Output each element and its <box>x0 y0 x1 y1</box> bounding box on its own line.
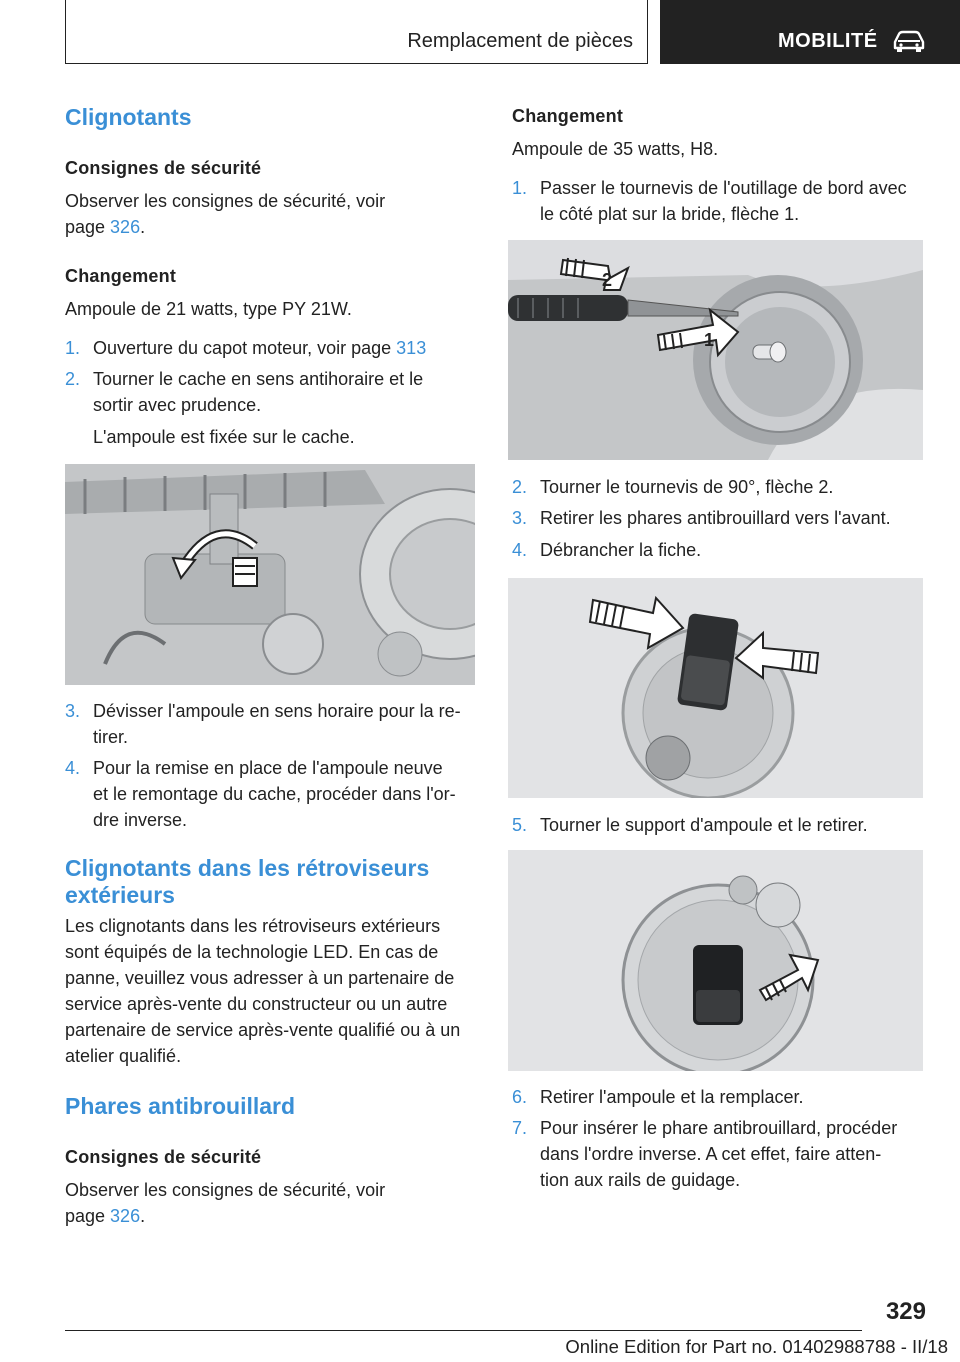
page-link-326[interactable]: 326 <box>110 217 141 237</box>
fog-change-text: Ampoule de 35 watts, H8. <box>512 139 719 159</box>
mirrors-title: Clignotants dans les rétroviseurs extérieurs <box>65 855 430 908</box>
header-chapter-title: MOBILITÉ <box>778 30 878 52</box>
page-link-326[interactable]: 326 <box>110 1206 141 1226</box>
fog-change-heading: Changement <box>512 106 624 126</box>
page-link-313[interactable]: 313 <box>396 338 427 358</box>
bulb-holder-figure <box>508 850 923 1071</box>
clignotants-change-heading: Changement <box>65 266 177 286</box>
arrow-label-2: 2 <box>602 270 613 290</box>
connector-figure <box>508 578 923 798</box>
clignotants-safety-text: Observer les consignes de sécurité, voir page 326. <box>65 191 386 237</box>
screwdriver-figure <box>508 240 923 460</box>
fog-safety-heading: Consignes de sécurité <box>65 1147 262 1167</box>
car-icon <box>892 30 926 52</box>
mirrors-text: Les clignotants dans les rétroviseurs extérieurs sont équipés de la technologie LED. En cas de panne, veuillez vous adresser à un partenaire de service après-vente du constructeur ou un autre partenaire de service après-vente qualifié ou à un atelier qualifié. <box>65 916 461 1066</box>
footer-divider <box>65 1330 862 1331</box>
arrow-label-1: 1 <box>704 330 715 350</box>
page-number: 329 <box>885 1298 926 1325</box>
clignotants-safety-heading: Consignes de sécurité <box>65 158 262 178</box>
header-section-box <box>65 0 648 64</box>
clignotants-change-text: Ampoule de 21 watts, type PY 21W. <box>65 299 352 319</box>
header-chapter-box <box>660 0 960 64</box>
engine-bay-figure <box>65 464 475 685</box>
clignotants-title: Clignotants <box>65 104 192 130</box>
header-section-title: Remplacement de pièces <box>407 30 633 52</box>
fog-title: Phares antibrouillard <box>65 1093 296 1119</box>
fog-safety-text: Observer les consignes de sécurité, voir page 326. <box>65 1180 386 1226</box>
footer-edition: Online Edition for Part no. 01402988788 - II/18 <box>565 1336 948 1357</box>
